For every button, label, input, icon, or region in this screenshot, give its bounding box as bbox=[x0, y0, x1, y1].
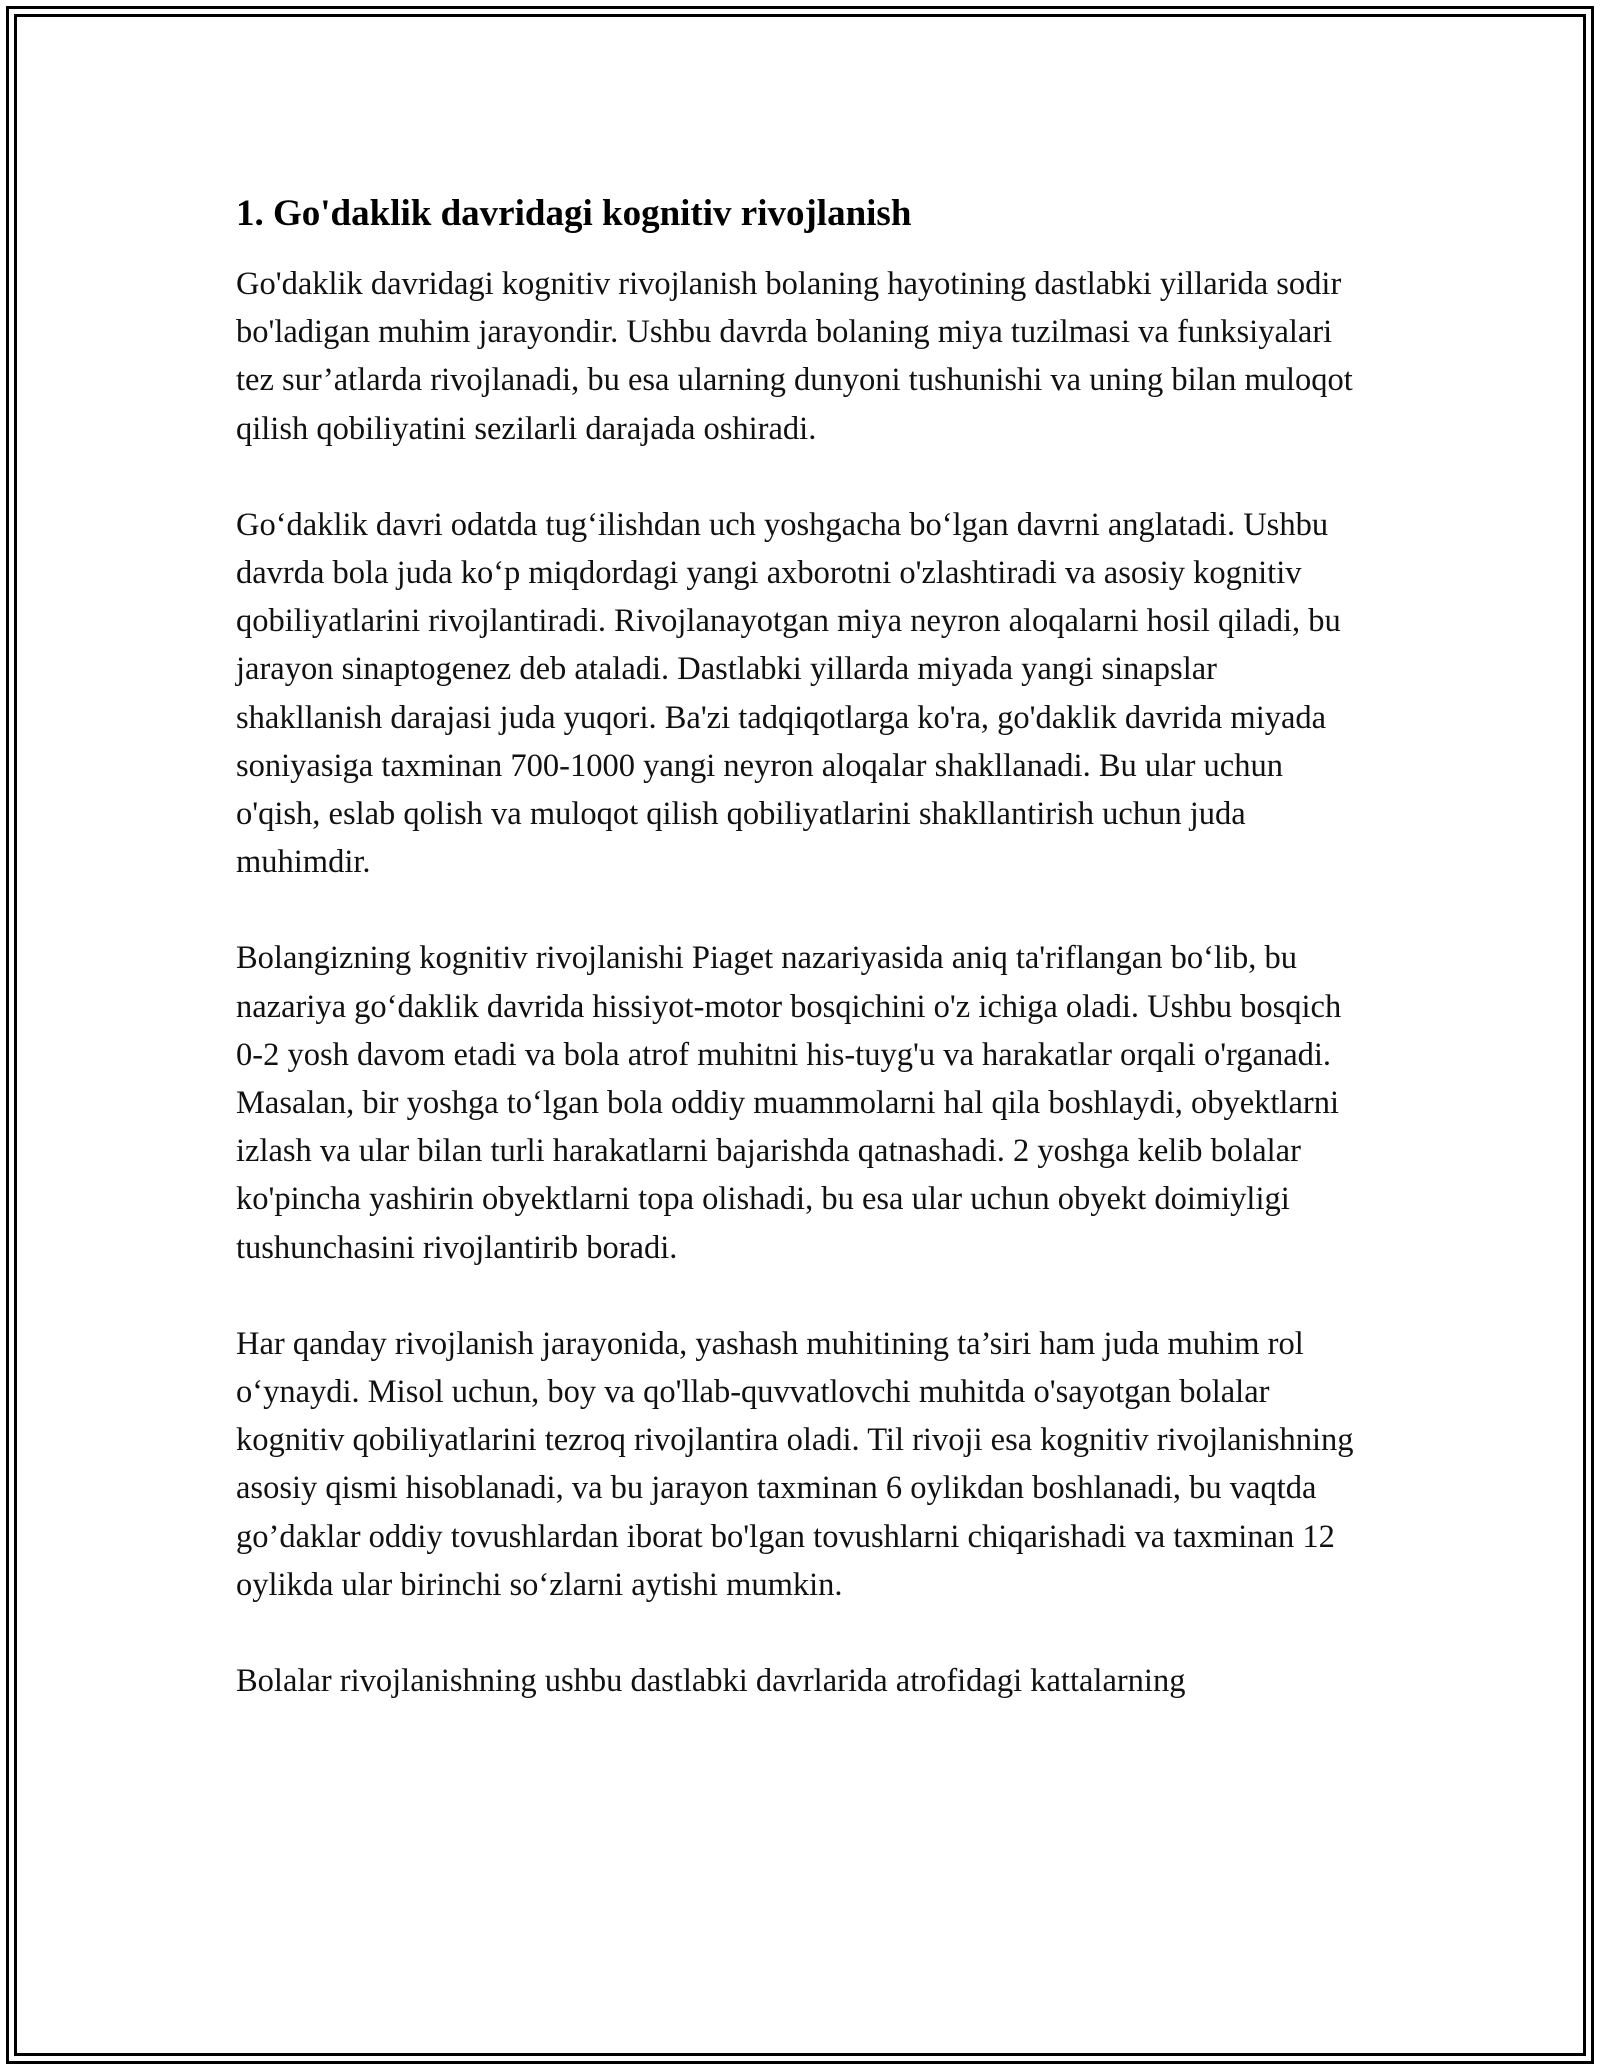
document-body bbox=[236, 190, 1371, 1753]
paragraph-4: Har qanday rivojlanish jarayonida, yashash muhitining ta’siri ham juda muhim rol o‘ynaydi. Misol uchun, boy va qo'llab-quvvatlovchi muhitda o'sayotgan bolalar kognitiv qobiliyatlarini tezroq rivojlantira oladi. Til rivoji esa kognitiv rivojlanishning asosiy qismi hisoblanadi, va bu jarayon taxminan 6 oylikdan boshlanadi, bu vaqtda go’daklar oddiy tovushlardan iborat bo'lgan tovushlarni chiqarishadi va taxminan 12 oylikda ular birinchi so‘zlarni aytishi mumkin. bbox=[236, 1325, 1354, 1603]
paragraph-2: Go‘daklik davri odatda tug‘ilishdan uch yoshgacha bo‘lgan davrni anglatadi. Ushbu davrda bola juda ko‘p miqdordagi yangi axborotni o'zlashtiradi va asosiy kognitiv qobiliyatlarini rivojlantiradi. Rivojlanayotgan miya neyron aloqalarni hosil qiladi, bu jarayon sinaptogenez deb ataladi. Dastlabki yillarda miyada yangi sinapslar shakllanish darajasi juda yuqori. Ba'zi tadqiqotlarga ko'ra, go'daklik davrida miyada soniyasiga taxminan 700-1000 yangi neyron aloqalar shakllanadi. Bu ular uchun o'qish, eslab qolish va muloqot qilish qobiliyatlarini shakllantirish uchun juda muhimdir. bbox=[236, 506, 1341, 881]
paragraph-5: Bolalar rivojlanishning ushbu dastlabki davrlarida atrofidagi kattalarning bbox=[236, 1663, 1186, 1700]
paragraph-1: Go'daklik davridagi kognitiv rivojlanish bolaning hayotining dastlabki yillarida sodir bo'ladigan muhim jarayondir. Ushbu davrda bolaning miya tuzilmasi va funksiyalari tez sur’atlarda rivojlanadi, bu esa ularning dunyoni tushunishi va uning bilan muloqot qilish qobiliyatini sezilarli darajada oshiradi. bbox=[236, 266, 1353, 447]
paragraph-3: Bolangizning kognitiv rivojlanishi Piaget nazariyasida aniq ta'riflangan bo‘lib, bu nazariya go‘daklik davrida hissiyot-motor bosqichini o'z ichiga oladi. Ushbu bosqich 0-2 yosh davom etadi va bola atrof muhitni his-tuyg'u va harakatlar orqali o'rganadi. Masalan, bir yoshga to‘lgan bola oddiy muammolarni hal qila boshlaydi, obyektlarni izlash va ular bilan turli harakatlarni bajarishda qatnashadi. 2 yoshga kelib bolalar ko'pincha yashirin obyektlarni topa olishadi, bu esa ular uchun obyekt doimiyligi tushunchasini rivojlantirib boradi. bbox=[236, 940, 1342, 1266]
section-heading: 1. Go'daklik davridagi kognitiv rivojlanish bbox=[236, 193, 912, 234]
